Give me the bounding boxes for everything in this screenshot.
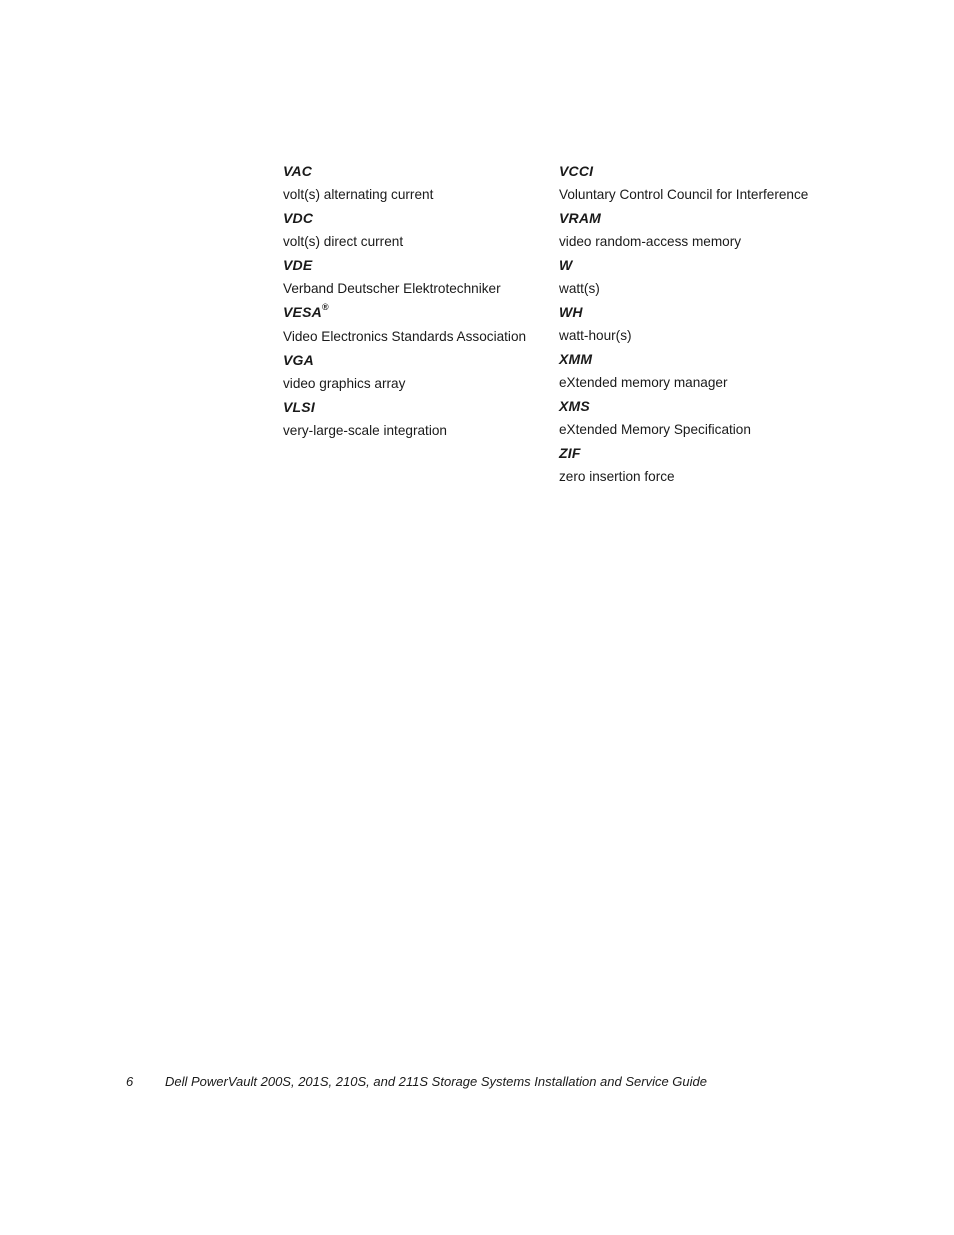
registered-trademark-symbol: ®: [321, 302, 329, 313]
glossary-entry: [559, 445, 859, 485]
glossary-term: WH: [559, 304, 583, 320]
glossary-definition: volt(s) direct current: [283, 234, 404, 249]
glossary-term: VAC: [283, 163, 313, 179]
glossary-entry: [283, 163, 548, 203]
glossary-entry: [559, 210, 859, 250]
glossary-definition: very-large-scale integration: [283, 423, 447, 438]
glossary-definition: zero insertion force: [559, 469, 675, 484]
glossary-entry: [283, 210, 548, 250]
glossary-term: VDC: [283, 210, 314, 226]
glossary-definition: video graphics array: [283, 376, 406, 391]
glossary-definition: eXtended memory manager: [559, 375, 728, 390]
glossary-term: VLSI: [283, 399, 315, 415]
glossary-term: W: [559, 257, 573, 273]
glossary-term: XMS: [559, 398, 590, 414]
glossary-term: ZIF: [559, 445, 581, 461]
glossary-entry: [559, 257, 859, 297]
glossary-term: VCCI: [559, 163, 594, 179]
glossary-entry: [283, 304, 548, 345]
glossary-entry: [283, 257, 548, 297]
glossary-definition: watt-hour(s): [559, 328, 632, 343]
glossary-column-right: [559, 163, 859, 492]
glossary-column-left: [283, 163, 548, 446]
glossary-definition: Video Electronics Standards Association: [283, 329, 527, 344]
glossary-definition: Verband Deutscher Elektrotechniker: [283, 281, 501, 296]
glossary-term: XMM: [559, 351, 593, 367]
glossary-definition: Voluntary Control Council for Interference: [559, 187, 809, 202]
glossary-definition: video random-access memory: [559, 234, 742, 249]
glossary-term-text: VESA: [283, 304, 322, 320]
glossary-definition: volt(s) alternating current: [283, 187, 434, 202]
glossary-term: VRAM: [559, 210, 602, 226]
glossary-entry: [559, 351, 859, 391]
glossary-entry: [283, 352, 548, 392]
glossary-term: VDE: [283, 257, 313, 273]
glossary-entry: [283, 399, 548, 439]
glossary-entry: [559, 398, 859, 438]
glossary-definition: eXtended Memory Specification: [559, 422, 751, 437]
document-title: Dell PowerVault 200S, 201S, 210S, and 211S Storage Systems Installation and Service Guide: [165, 1074, 707, 1089]
glossary-definition: watt(s): [559, 281, 600, 296]
page-footer: [126, 1074, 707, 1090]
glossary-entry: [559, 163, 859, 203]
page-number: 6: [126, 1074, 134, 1089]
glossary-term: VGA: [283, 352, 314, 368]
glossary-term: [283, 304, 548, 321]
glossary-entry: [559, 304, 859, 344]
